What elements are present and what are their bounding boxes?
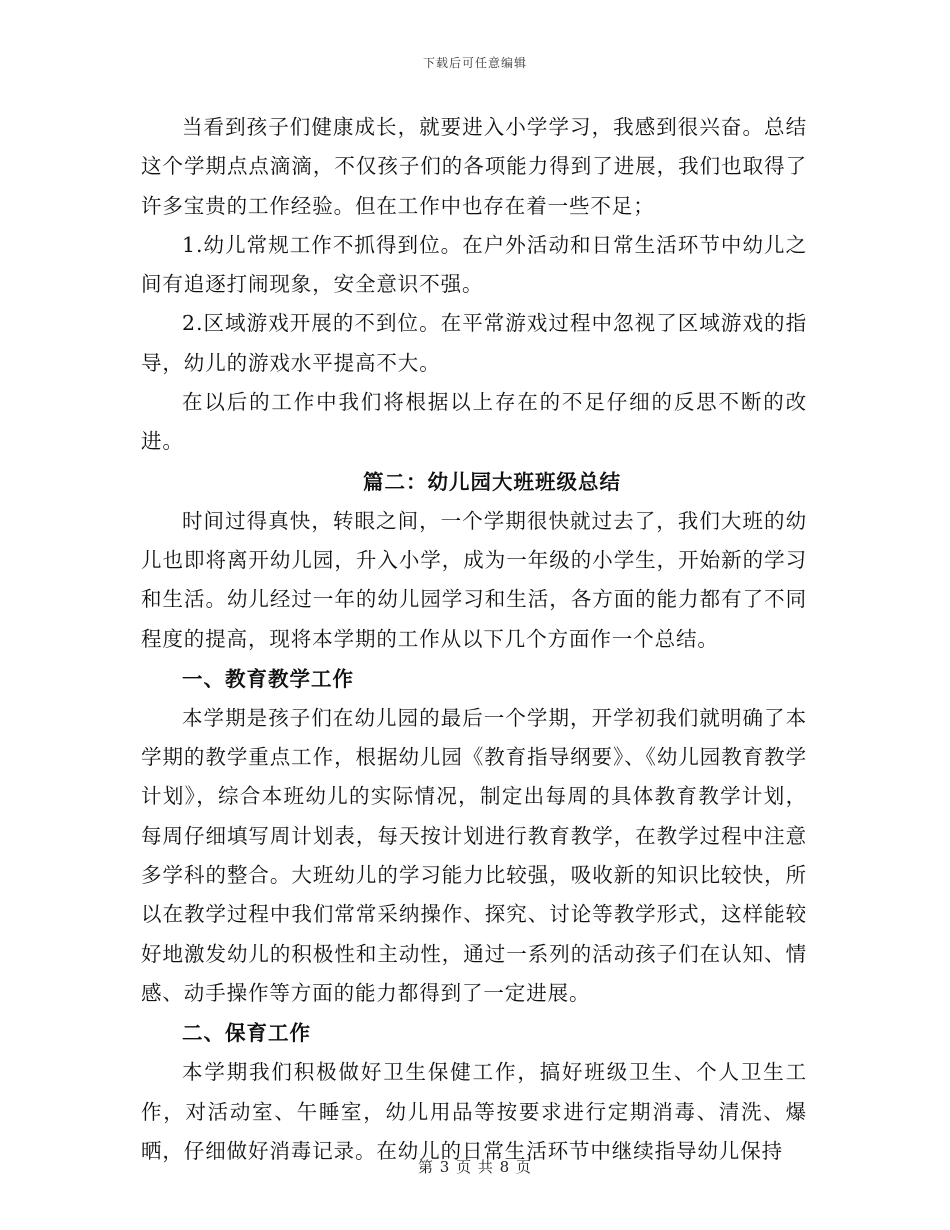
page-header: 下载后可任意编辑	[422, 56, 527, 70]
heading-education: 一、教育教学工作	[182, 666, 354, 691]
paragraph-improvement: 在以后的工作中我们将根据以上存在的不足仔细的反思不断的改进。	[141, 390, 807, 454]
paragraph-education: 本学期是孩子们在幼儿园的最后一个学期，开学初我们就明确了本学期的教学重点工作，根据幼儿园《教育指导纲要》、《幼儿园教育教学计划》，综合本班幼儿的实际情况，制定出每周的具体教育教学计划，每周仔细填写周计划表，每天按计划进行教育教学，在教学过程中注意多学科的整合。大班幼儿的学习能力比较强，吸收新的知识比较快，所以在教学过程中我们常常采纳操作、探究、讨论等教学形式，这样能较好地激发幼儿的积极性和主动性，通过一系列的活动孩子们在认知、情感、动手操作等方面的能力都得到了一定进展。	[141, 705, 807, 1005]
section-title: 篇二：幼儿园大班班级总结	[363, 469, 621, 494]
paragraph-shortcoming-2: 2.区域游戏开展的不到位。在平常游戏过程中忽视了区域游戏的指导，幼儿的游戏水平提高不大。	[141, 311, 807, 375]
document-body	[141, 108, 807, 1171]
heading-care: 二、保育工作	[182, 1021, 311, 1046]
paragraph-shortcoming-1: 1.幼儿常规工作不抓得到位。在户外活动和日常生活环节中幼儿之间有追逐打闹现象，安全意识不强。	[141, 232, 807, 297]
paragraph-care: 本学期我们积极做好卫生保健工作，搞好班级卫生、个人卫生工作，对活动室、午睡室，幼儿用品等按要求进行定期消毒、清洗、爆晒，仔细做好消毒记录。在幼儿的日常生活环节中继续指导幼儿保持	[141, 1060, 807, 1163]
paragraph-intro: 当看到孩子们健康成长，就要进入小学学习，我感到很兴奋。总结这个学期点点滴滴，不仅孩子们的各项能力得到了进展，我们也取得了许多宝贵的工作经验。但在工作中也存在着一些不足；	[141, 115, 807, 218]
page-footer: 第 3 页 共 8 页	[418, 1158, 532, 1176]
paragraph-summary-intro: 时间过得真快，转眼之间，一个学期很快就过去了，我们大班的幼儿也即将离开幼儿园，升入小学，成为一年级的小学生，开始新的学习和生活。幼儿经过一年的幼儿园学习和生活，各方面的能力都有了不同程度的提高，现将本学期的工作从以下几个方面作一个总结。	[141, 508, 807, 651]
